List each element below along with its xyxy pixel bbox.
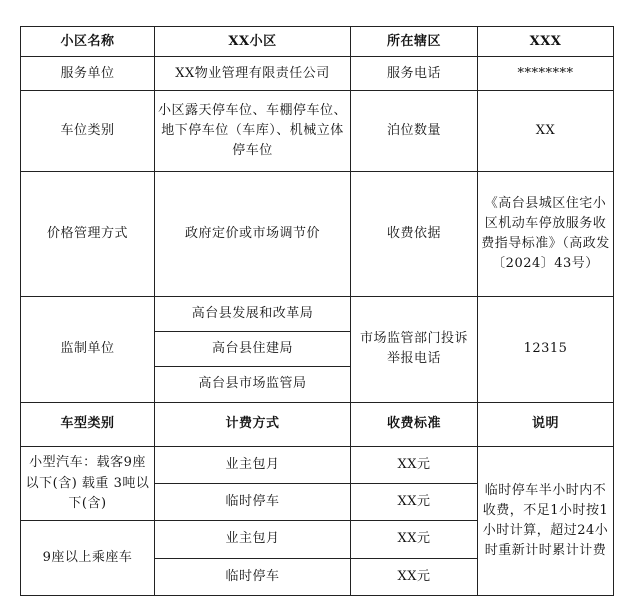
billing-method: 临时停车 (155, 558, 351, 595)
fee-amount: XX元 (351, 484, 478, 521)
billing-method-header: 计费方式 (155, 402, 351, 446)
billing-method: 业主包月 (155, 521, 351, 558)
fee-row (21, 446, 614, 483)
supervision-label: 监制单位 (21, 296, 155, 402)
service-unit-value: XX物业管理有限责任公司 (155, 57, 351, 91)
price-row (21, 172, 614, 297)
parking-row (21, 91, 614, 172)
fee-standard-header: 收费标准 (351, 402, 478, 446)
fee-basis-label: 收费依据 (351, 172, 478, 297)
billing-method: 业主包月 (155, 446, 351, 483)
service-unit-label: 服务单位 (21, 57, 155, 91)
berth-count-value: XX (478, 91, 614, 172)
parking-type-value: 小区露天停车位、车棚停车位、地下停车位（车库）、机械立体停车位 (155, 91, 351, 172)
vehicle-type: 小型汽车：载客9座以下(含) 载重 3吨以下(含) (21, 446, 155, 521)
fee-header-row (21, 402, 614, 446)
vehicle-type: 9座以上乘座车 (21, 521, 155, 596)
service-phone-label: 服务电话 (351, 57, 478, 91)
price-management-label: 价格管理方式 (21, 172, 155, 297)
supervision-row-1 (21, 296, 614, 331)
district-label: 所在辖区 (351, 27, 478, 57)
note-header: 说明 (478, 402, 614, 446)
berth-count-label: 泊位数量 (351, 91, 478, 172)
parking-fee-notice-table (20, 26, 614, 596)
fee-amount: XX元 (351, 558, 478, 595)
supervision-unit: 高台县市场监管局 (155, 367, 351, 402)
service-phone-value: ******** (478, 57, 614, 91)
district-value: XXX (478, 27, 614, 57)
supervision-unit: 高台县住建局 (155, 332, 351, 367)
billing-method: 临时停车 (155, 484, 351, 521)
fee-amount: XX元 (351, 446, 478, 483)
complaint-phone-value: 12315 (478, 296, 614, 402)
community-name-label: 小区名称 (21, 27, 155, 57)
fee-note: 临时停车半小时内不收费，不足1小时按1小时计算，超过24小时重新计时累计计费 (478, 446, 614, 595)
fee-basis-value: 《高台县城区住宅小区机动车停放服务收费指导标准》（高政发〔2024〕43号） (478, 172, 614, 297)
header-row (21, 27, 614, 57)
complaint-phone-label: 市场监管部门投诉举报电话 (351, 296, 478, 402)
service-row (21, 57, 614, 91)
community-name-value: XX小区 (155, 27, 351, 57)
vehicle-type-header: 车型类别 (21, 402, 155, 446)
price-management-value: 政府定价或市场调节价 (155, 172, 351, 297)
supervision-unit: 高台县发展和改革局 (155, 296, 351, 331)
parking-type-label: 车位类别 (21, 91, 155, 172)
fee-amount: XX元 (351, 521, 478, 558)
